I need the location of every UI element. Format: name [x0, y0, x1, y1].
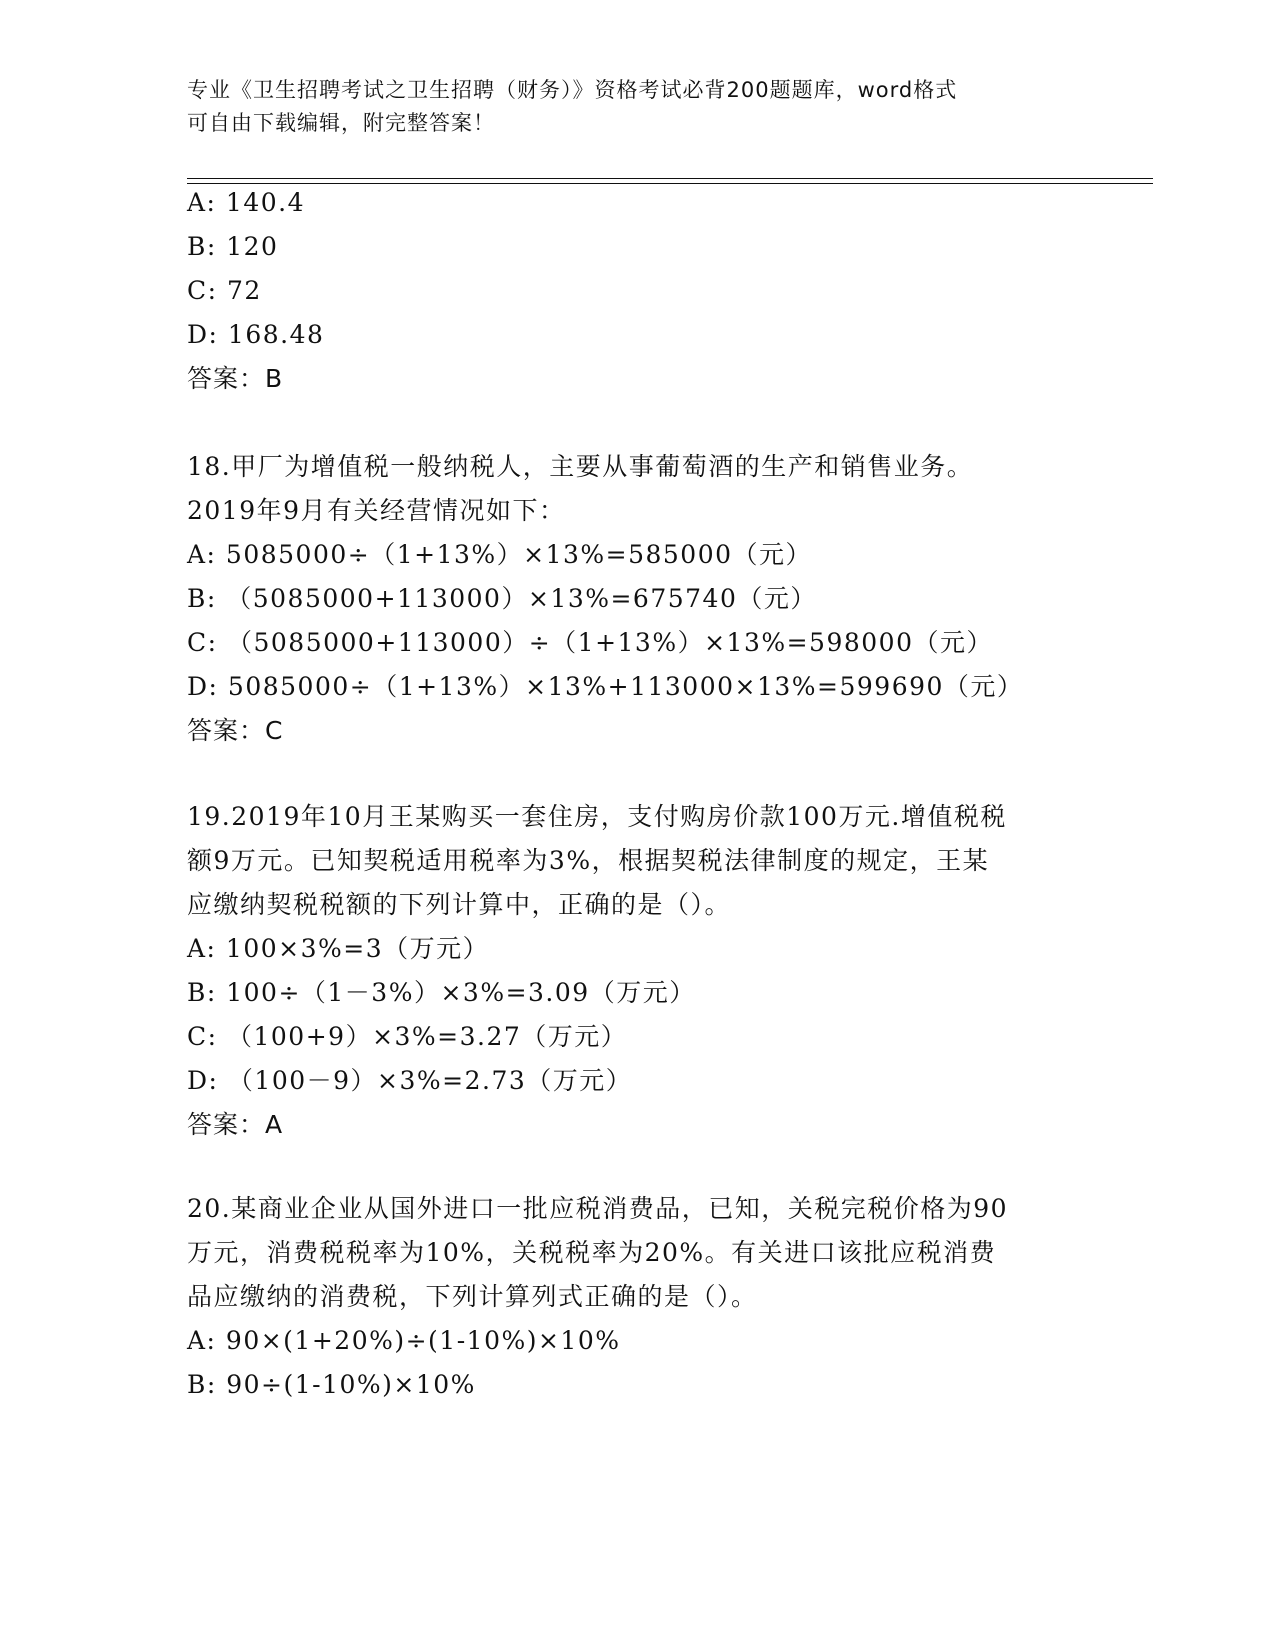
option-c: C: 72	[187, 276, 262, 305]
question-stem-line: 19.2019年10月王某购买一套住房，支付购房价款100万元.增值税税	[187, 802, 1007, 831]
option-a: A: 5085000÷（1+13%）×13%=585000（元）	[187, 540, 813, 569]
option-a: A: 100×3%=3（万元）	[187, 934, 490, 963]
question-stem-line: 20.某商业企业从国外进口一批应税消费品，已知，关税完税价格为90	[187, 1194, 1009, 1223]
answer: 答案：B	[187, 364, 284, 393]
option-c: C: （5085000+113000）÷（1+13%）×13%=598000（元）	[187, 628, 993, 657]
question-stem-line: 18.甲厂为增值税一般纳税人，主要从事葡萄酒的生产和销售业务。	[187, 452, 974, 481]
option-b: B: 90÷(1-10%)×10%	[187, 1370, 476, 1399]
answer: 答案：C	[187, 716, 284, 745]
option-b: B: （5085000+113000）×13%=675740（元）	[187, 584, 817, 613]
option-d: D: 168.48	[187, 320, 325, 349]
option-b: B: 100÷（1－3%）×3%=3.09（万元）	[187, 978, 696, 1007]
header-divider-top	[187, 178, 1153, 179]
question-stem-line: 应缴纳契税税额的下列计算中，正确的是（）。	[187, 890, 732, 919]
option-a: A: 90×(1+20%)÷(1-10%)×10%	[187, 1326, 621, 1355]
option-c: C: （100+9）×3%=3.27（万元）	[187, 1022, 628, 1051]
header-divider-bottom	[187, 183, 1153, 184]
header-title-line-2: 可自由下载编辑，附完整答案！	[187, 111, 495, 135]
header-title-line-1: 专业《卫生招聘考试之卫生招聘（财务）》资格考试必背200题题库，word格式	[187, 78, 958, 102]
question-stem-line: 额9万元。已知契税适用税率为3%，根据契税法律制度的规定，王某	[187, 846, 990, 875]
document-header	[187, 74, 1087, 140]
question-stem-line: 万元，消费税税率为10%，关税税率为20%。有关进口该批应税消费	[187, 1238, 997, 1267]
question-stem-line: 品应缴纳的消费税，下列计算列式正确的是（）。	[187, 1282, 758, 1311]
answer: 答案：A	[187, 1110, 284, 1139]
option-d: D: 5085000÷（1+13%）×13%+113000×13%=599690（元）	[187, 672, 1024, 701]
question-stem-line: 2019年9月有关经营情况如下：	[187, 496, 566, 525]
option-b: B: 120	[187, 232, 279, 261]
option-d: D: （100－9）×3%=2.73（万元）	[187, 1066, 633, 1095]
option-a: A: 140.4	[187, 188, 305, 217]
